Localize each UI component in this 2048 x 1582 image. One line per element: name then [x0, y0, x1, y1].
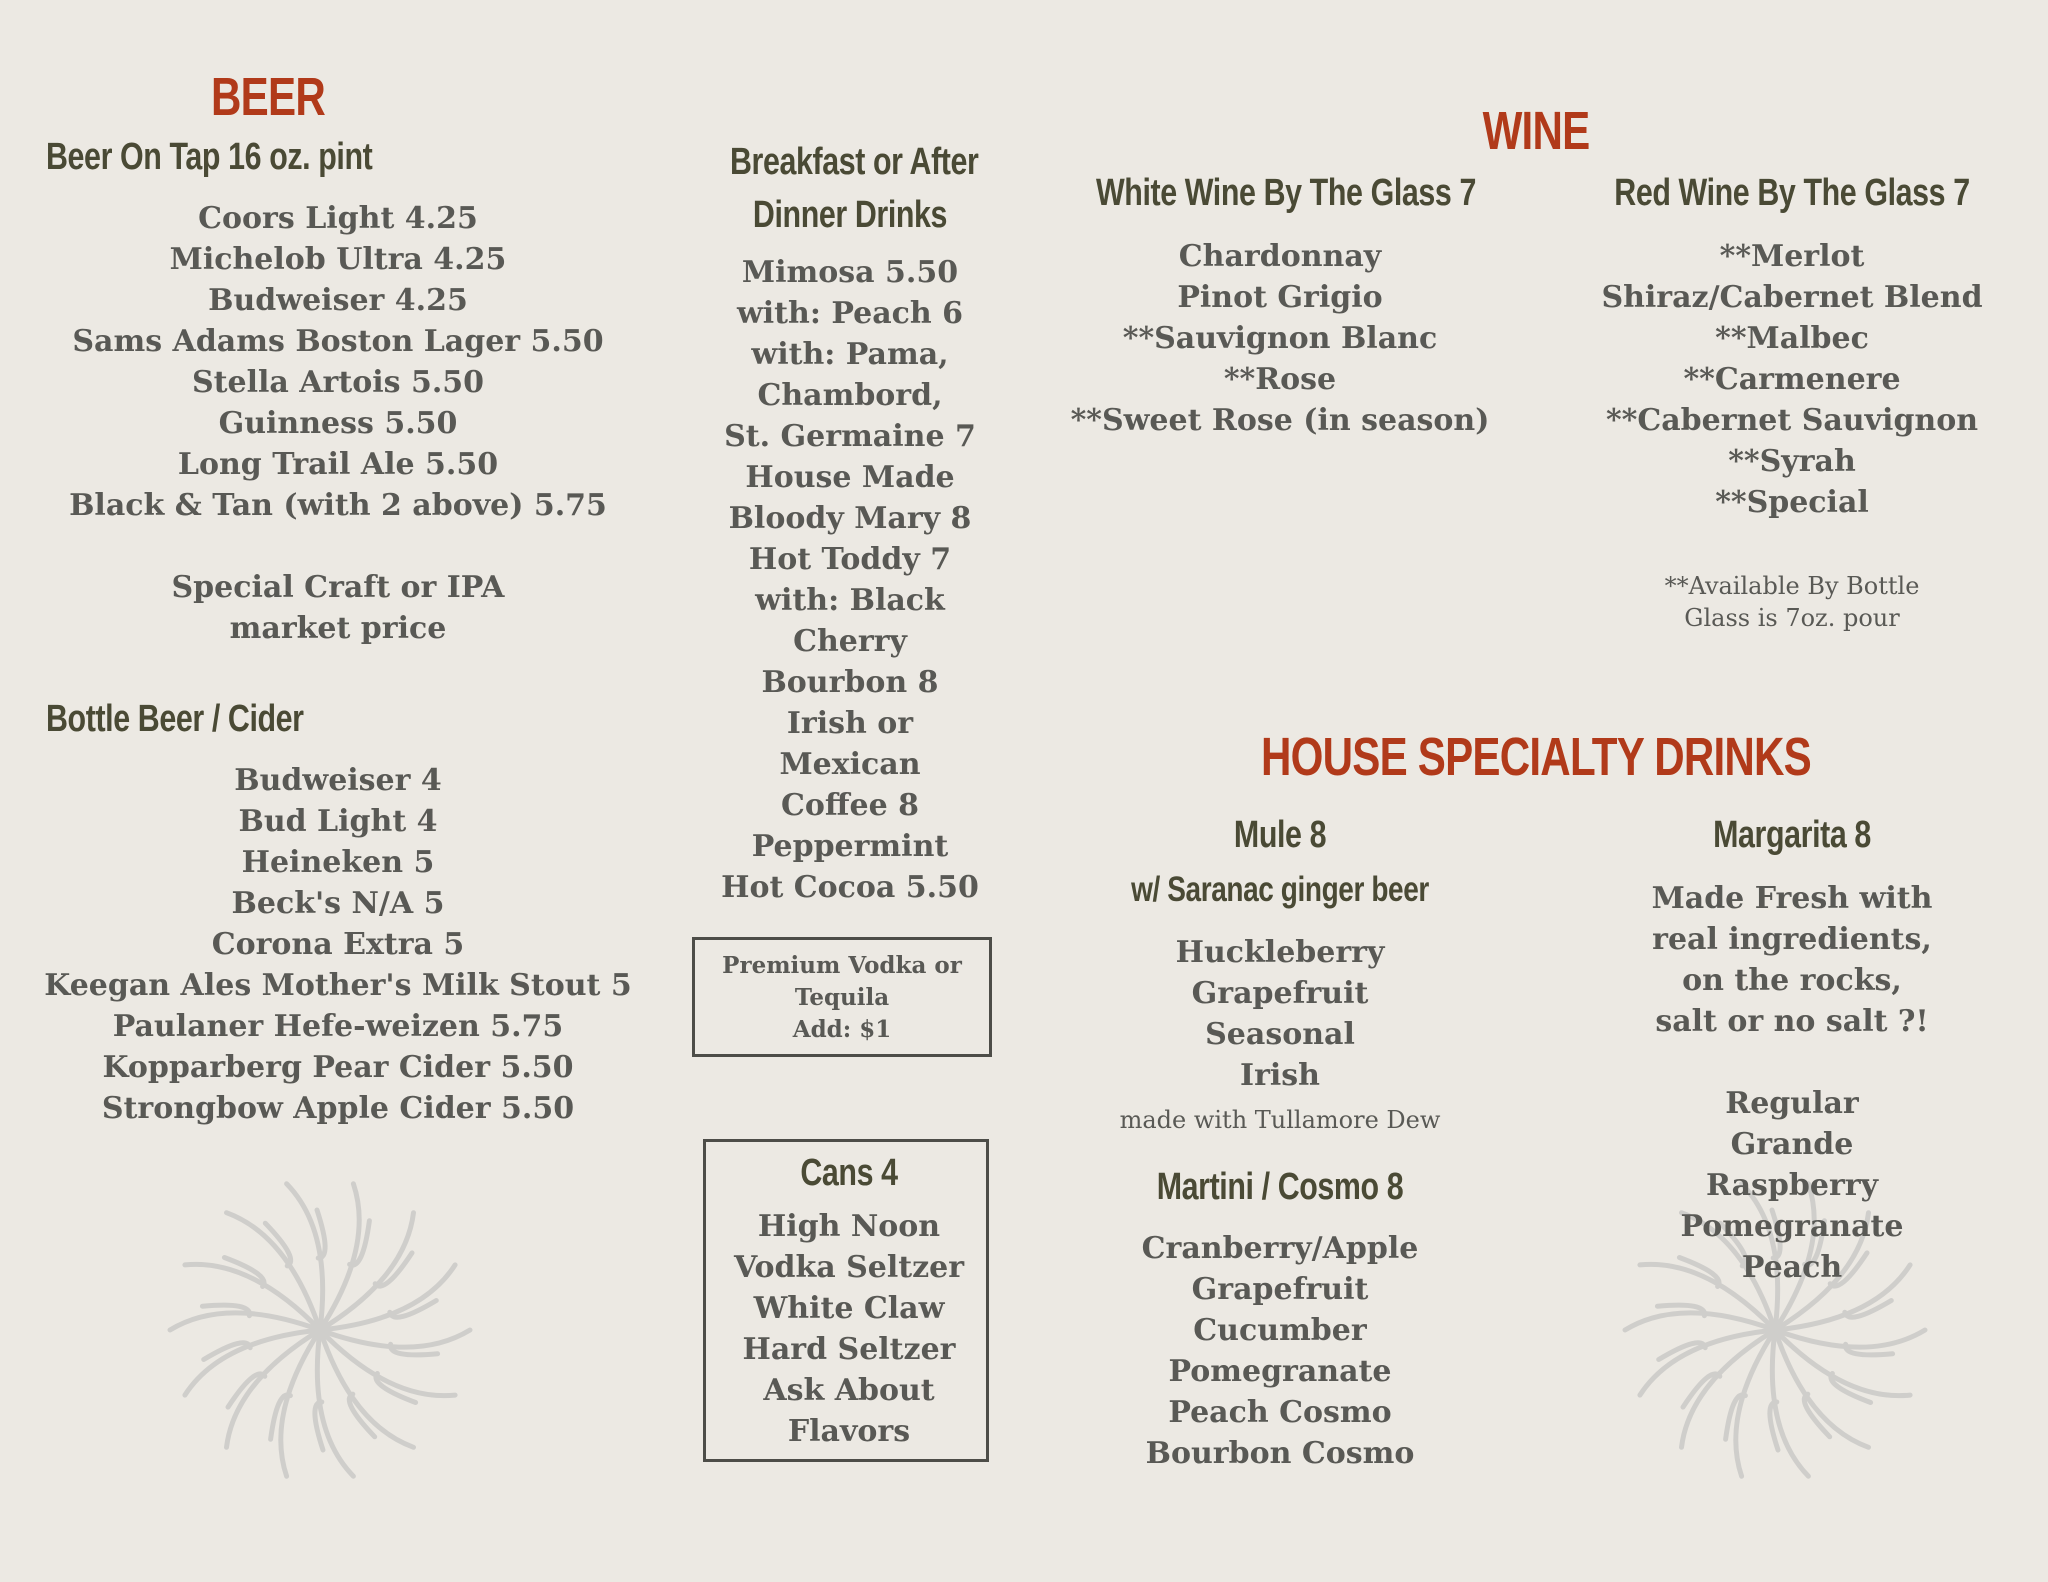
- cans-heading: Cans 4: [800, 1152, 898, 1194]
- list-item: with: Black: [755, 583, 945, 618]
- list-item: Cherry: [793, 624, 907, 659]
- list-item: Peach Cosmo: [1168, 1395, 1392, 1430]
- premium-line-2: Tequila: [794, 984, 890, 1011]
- available-by-bottle: **Available By Bottle: [1664, 572, 1920, 600]
- list-item: High Noon: [757, 1209, 941, 1244]
- list-item: Grapefruit: [1191, 1272, 1369, 1307]
- list-item: Coffee 8: [780, 788, 919, 823]
- market-price-line: market price: [229, 611, 447, 646]
- house-specialty-title: HOUSE SPECIALTY DRINKS: [1261, 727, 1811, 787]
- list-item: Irish: [1240, 1058, 1320, 1093]
- flourish-petal: [320, 1330, 470, 1347]
- list-item: Chardonnay: [1178, 239, 1382, 274]
- bottle-beer-heading: Bottle Beer / Cider: [46, 698, 304, 740]
- special-craft-line: Special Craft or IPA: [171, 570, 505, 605]
- list-item: House Made: [745, 460, 955, 495]
- list-item: Peach: [1741, 1250, 1843, 1285]
- list-item: Hot Cocoa 5.50: [721, 870, 979, 905]
- list-item: Regular: [1725, 1086, 1859, 1121]
- list-item: Budweiser 4.25: [208, 283, 468, 318]
- breakfast-heading-line2: Dinner Drinks: [752, 194, 948, 236]
- list-item: with: Peach 6: [736, 296, 964, 331]
- flourish-petal: [1625, 1313, 1775, 1330]
- list-item: Vodka Seltzer: [733, 1250, 965, 1285]
- beer-title: BEER: [211, 67, 325, 127]
- list-item: Guinness 5.50: [218, 406, 458, 441]
- white-wine-heading: White Wine By The Glass 7: [1096, 172, 1476, 214]
- list-item: Black & Tan (with 2 above) 5.75: [69, 488, 607, 523]
- list-item: Cucumber: [1193, 1313, 1367, 1348]
- list-item: Strongbow Apple Cider 5.50: [101, 1091, 575, 1126]
- cans-list: [706, 1206, 992, 1452]
- margarita-heading: Margarita 8: [1713, 814, 1871, 856]
- wine-title: WINE: [1482, 101, 1590, 161]
- list-item: Raspberry: [1705, 1168, 1879, 1203]
- list-item: Kopparberg Pear Cider 5.50: [102, 1050, 574, 1085]
- list-item: Chambord,: [757, 378, 943, 413]
- list-item: Paulaner Hefe-weizen 5.75: [112, 1009, 564, 1044]
- margarita-desc-line: Made Fresh with: [1651, 881, 1933, 916]
- white-wine-list: [1030, 236, 1530, 441]
- glass-pour-note: Glass is 7oz. pour: [1684, 604, 1900, 632]
- list-item: **Special: [1715, 485, 1869, 520]
- list-item: Pomegranate: [1168, 1354, 1392, 1389]
- list-item: Sams Adams Boston Lager 5.50: [72, 324, 604, 359]
- list-item: Grande: [1730, 1127, 1854, 1162]
- beer-on-tap-heading: Beer On Tap 16 oz. pint: [46, 136, 373, 178]
- flourish-petal: [1775, 1330, 1910, 1396]
- list-item: with: Pama,: [751, 337, 949, 372]
- list-item: Flavors: [787, 1414, 911, 1449]
- margarita-desc-line: real ingredients,: [1652, 922, 1932, 957]
- premium-line-3: Add: $1: [792, 1016, 892, 1043]
- flourish-decoration-left: [120, 1130, 520, 1530]
- tullamore-note: made with Tullamore Dew: [1119, 1106, 1441, 1134]
- premium-line-1: Premium Vodka or: [722, 952, 962, 979]
- breakfast-heading-line1: Breakfast or After: [730, 141, 979, 183]
- list-item: Michelob Ultra 4.25: [169, 242, 507, 277]
- list-item: **Syrah: [1728, 444, 1856, 479]
- margarita-desc-line: on the rocks,: [1682, 963, 1902, 998]
- list-item: Pomegranate: [1680, 1209, 1904, 1244]
- list-item: Long Trail Ale 5.50: [177, 447, 499, 482]
- list-item: **Rose: [1223, 362, 1337, 397]
- list-item: Grapefruit: [1191, 976, 1369, 1011]
- list-item: Ask About: [763, 1373, 935, 1408]
- list-item: Coors Light 4.25: [198, 201, 478, 236]
- list-item: Bourbon 8: [761, 665, 939, 700]
- list-item: **Malbec: [1715, 321, 1869, 356]
- list-item: Corona Extra 5: [211, 927, 465, 962]
- flourish-petal: [185, 1264, 320, 1330]
- list-item: Bloody Mary 8: [728, 501, 972, 536]
- cans-box: [703, 1139, 989, 1462]
- tap-beer-list: [38, 198, 638, 649]
- list-item: Mimosa 5.50: [741, 255, 959, 290]
- wine-bottle-note: [1592, 570, 1992, 634]
- list-item: **Sauvignon Blanc: [1122, 321, 1438, 356]
- list-item: Budweiser 4: [234, 763, 442, 798]
- list-item: Stella Artois 5.50: [191, 365, 485, 400]
- list-item: Seasonal: [1205, 1017, 1355, 1052]
- mule-subheading: w/ Saranac ginger beer: [1131, 870, 1429, 909]
- list-item: Pinot Grigio: [1177, 280, 1383, 315]
- list-item: **Carmenere: [1683, 362, 1901, 397]
- mule-list: [1080, 932, 1480, 1096]
- list-item: Bourbon Cosmo: [1145, 1436, 1415, 1471]
- list-item: Heineken 5: [241, 845, 435, 880]
- list-item: Irish or: [786, 706, 914, 741]
- margarita-description: [1592, 878, 1992, 1288]
- list-item: Peppermint: [751, 829, 949, 864]
- list-item: **Merlot: [1719, 239, 1865, 274]
- martini-heading: Martini / Cosmo 8: [1156, 1166, 1404, 1208]
- list-item: **Sweet Rose (in season): [1070, 403, 1490, 438]
- list-item: Huckleberry: [1175, 935, 1385, 970]
- list-item: **Cabernet Sauvignon: [1605, 403, 1979, 438]
- breakfast-heading: [730, 136, 979, 242]
- list-item: Beck's N/A 5: [231, 886, 445, 921]
- list-item: Bud Light 4: [238, 804, 438, 839]
- margarita-desc-line: salt or no salt ?!: [1655, 1004, 1929, 1039]
- list-item: White Claw: [753, 1291, 945, 1326]
- list-item: Hard Seltzer: [742, 1332, 956, 1367]
- list-item: Shiraz/Cabernet Blend: [1601, 280, 1983, 315]
- flourish-petal: [1775, 1330, 1925, 1347]
- red-wine-heading: Red Wine By The Glass 7: [1614, 172, 1970, 214]
- list-item: Mexican: [779, 747, 921, 782]
- flourish-petal: [170, 1313, 320, 1330]
- flourish-petal: [320, 1330, 455, 1396]
- red-wine-list: [1542, 236, 2042, 523]
- premium-vodka-box: [692, 937, 992, 1057]
- list-item: St. Germaine 7: [724, 419, 976, 454]
- martini-list: [1080, 1228, 1480, 1474]
- bottle-beer-list: [38, 760, 638, 1129]
- breakfast-list: [700, 252, 1000, 908]
- mule-heading: Mule 8: [1233, 814, 1327, 856]
- list-item: Cranberry/Apple: [1141, 1231, 1419, 1266]
- list-item: Keegan Ales Mother's Milk Stout 5: [44, 968, 632, 1003]
- list-item: Hot Toddy 7: [748, 542, 952, 577]
